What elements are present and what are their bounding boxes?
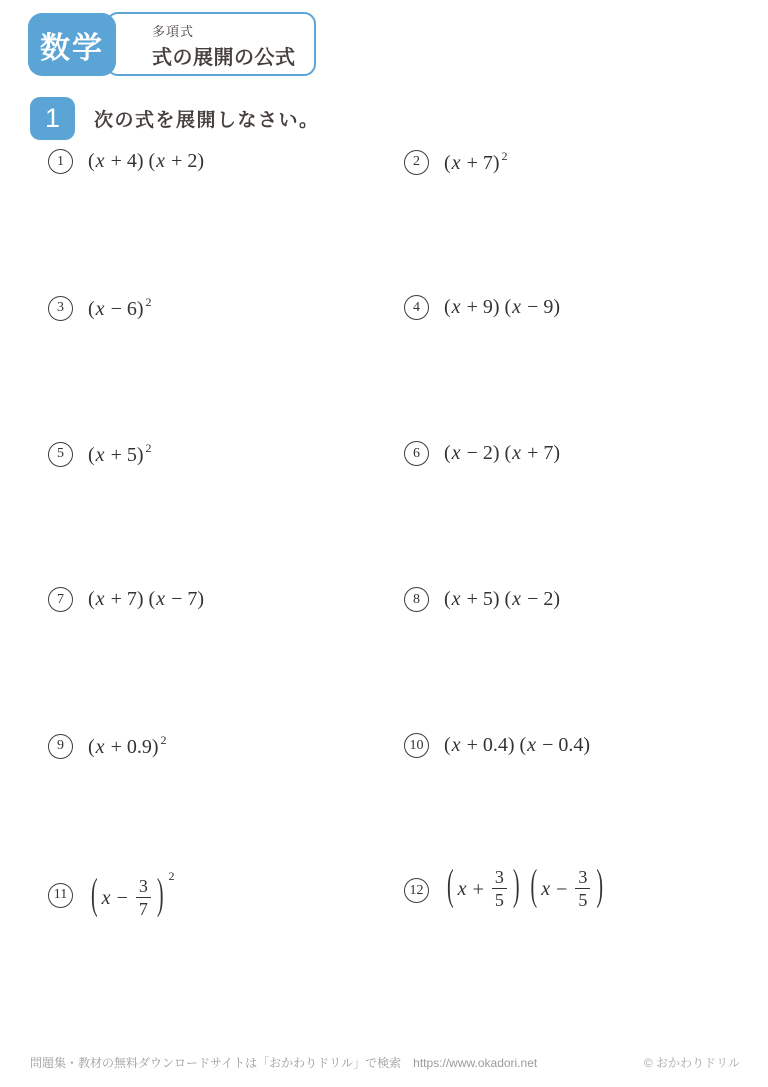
math-text: − 7: [166, 588, 198, 610]
problem-number: 4: [404, 295, 429, 320]
math-fraction: [136, 876, 151, 919]
problem-item: [404, 862, 748, 912]
problem-expression: [444, 296, 560, 319]
math-text: (: [88, 150, 95, 172]
math-text: (: [444, 296, 451, 318]
math-variable: x: [101, 887, 111, 909]
problem-number: 12: [404, 878, 429, 903]
math-variable: x: [527, 734, 537, 756]
problem-number: 3: [48, 296, 73, 321]
problem-expression: [88, 150, 204, 173]
problem-item: [404, 291, 748, 320]
math-text: ): [197, 150, 205, 172]
problem-expression: [444, 588, 560, 611]
problem-expression: [444, 734, 590, 757]
title-box: [106, 12, 316, 76]
problem-item: [404, 583, 748, 612]
page-footer: [30, 1054, 740, 1071]
fraction-denominator: 5: [492, 888, 507, 910]
math-text: (: [444, 588, 451, 610]
big-parenthesis: ): [512, 862, 520, 911]
worksheet-header: [28, 12, 448, 78]
math-text: (: [444, 734, 451, 756]
math-variable: x: [451, 442, 461, 464]
fraction-numerator: 3: [138, 875, 148, 896]
subject-label: 数学: [40, 31, 104, 65]
problem-item: [48, 729, 404, 759]
math-variable: x: [451, 296, 461, 318]
math-text: − 2: [461, 442, 493, 464]
section-heading: [30, 97, 320, 140]
problem-expression: [88, 869, 175, 921]
footer-note: 問題集・教材の無料ダウンロードサイトは「おかわりドリル」で検索 https://www.okadori.net: [30, 1056, 538, 1070]
math-exponent: 2: [145, 441, 152, 455]
math-text: + 2: [166, 150, 198, 172]
math-variable: x: [451, 588, 461, 610]
problem-number: 6: [404, 441, 429, 466]
big-parenthesis: (: [447, 862, 454, 911]
math-variable: x: [541, 878, 551, 901]
math-text: + 9: [461, 296, 493, 318]
math-fraction: [492, 867, 507, 910]
problem-number: 10: [404, 733, 429, 758]
problem-expression: [444, 442, 560, 465]
big-parenthesis: ): [156, 871, 164, 919]
math-text: + 5: [105, 444, 137, 466]
math-text: −: [551, 878, 573, 901]
math-variable: x: [512, 442, 522, 464]
math-variable: x: [156, 150, 166, 172]
problem-item: [48, 583, 404, 612]
math-variable: x: [95, 444, 105, 466]
problem-expression: [88, 733, 167, 759]
fraction-numerator: 3: [494, 867, 504, 887]
math-text: (: [88, 588, 95, 610]
math-text: (: [88, 736, 95, 758]
big-parenthesis: ): [596, 862, 604, 911]
problems-grid: [48, 145, 748, 921]
math-text: +: [467, 878, 489, 901]
math-variable: x: [451, 734, 461, 756]
footer-copyright: © おかわりドリル: [643, 1056, 740, 1070]
math-text: + 4: [105, 150, 137, 172]
problem-item: [48, 865, 404, 921]
math-text: ) (: [507, 734, 527, 756]
math-text: ): [553, 442, 561, 464]
math-exponent: 2: [168, 869, 175, 883]
math-text: (: [444, 442, 451, 464]
math-variable: x: [457, 878, 467, 901]
math-text: + 7: [461, 152, 493, 174]
math-exponent: 2: [145, 295, 152, 309]
problem-expression: [88, 295, 152, 321]
fraction-numerator: 3: [578, 867, 588, 887]
math-variable: x: [95, 150, 105, 172]
math-variable: x: [451, 152, 461, 174]
problem-item: [48, 145, 404, 174]
fraction-denominator: 5: [575, 888, 590, 910]
math-variable: x: [95, 588, 105, 610]
math-text: ): [553, 296, 561, 318]
math-variable: x: [95, 736, 105, 758]
math-text: ) (: [492, 442, 512, 464]
math-text: + 0.9: [105, 736, 152, 758]
math-text: ) (: [492, 296, 512, 318]
math-text: + 7: [522, 442, 554, 464]
problem-number: 1: [48, 149, 73, 174]
math-text: + 0.4: [461, 734, 508, 756]
section-number-badge: 1: [30, 97, 75, 140]
problem-expression: [444, 862, 606, 912]
math-text: ) (: [136, 588, 156, 610]
math-text: (: [444, 152, 451, 174]
math-fraction: [575, 867, 590, 910]
math-exponent: 2: [501, 149, 508, 163]
math-text: (: [88, 444, 95, 466]
problem-item: [404, 729, 748, 758]
problem-number: 2: [404, 150, 429, 175]
math-text: − 2: [522, 588, 554, 610]
math-text: − 9: [522, 296, 554, 318]
math-text: ): [583, 734, 591, 756]
problem-number: 11: [48, 883, 73, 908]
math-variable: x: [156, 588, 166, 610]
problem-expression: [444, 149, 508, 175]
big-parenthesis: (: [91, 871, 98, 919]
math-text: ): [197, 588, 205, 610]
section-instruction: 次の式を展開しなさい。: [94, 110, 320, 131]
math-variable: x: [512, 296, 522, 318]
math-text: ) (: [136, 150, 156, 172]
math-text: (: [88, 298, 95, 320]
math-text: ): [492, 152, 500, 174]
math-text: + 7: [105, 588, 137, 610]
problem-number: 7: [48, 587, 73, 612]
math-variable: x: [512, 588, 522, 610]
problem-item: [48, 291, 404, 321]
math-text: ) (: [492, 588, 512, 610]
worksheet-title: 式の展開の公式: [152, 47, 296, 69]
problem-item: [404, 145, 748, 175]
big-parenthesis: (: [530, 862, 538, 911]
problem-expression: [88, 588, 204, 611]
math-text: ): [151, 736, 159, 758]
problem-number: 9: [48, 734, 73, 759]
problem-number: 5: [48, 442, 73, 467]
math-text: − 6: [105, 298, 137, 320]
unit-label: 多項式: [152, 24, 195, 39]
subject-badge: [28, 13, 116, 76]
problem-item: [48, 437, 404, 467]
fraction-denominator: 7: [136, 897, 151, 919]
math-text: ): [553, 588, 561, 610]
problem-item: [404, 437, 748, 466]
math-text: − 0.4: [537, 734, 584, 756]
problem-expression: [88, 441, 152, 467]
math-text: [523, 878, 528, 900]
math-exponent: 2: [160, 733, 167, 747]
problem-number: 8: [404, 587, 429, 612]
math-text: + 5: [461, 588, 493, 610]
math-text: −: [111, 887, 133, 909]
math-text: ): [136, 298, 144, 320]
math-text: ): [136, 444, 144, 466]
math-variable: x: [95, 298, 105, 320]
